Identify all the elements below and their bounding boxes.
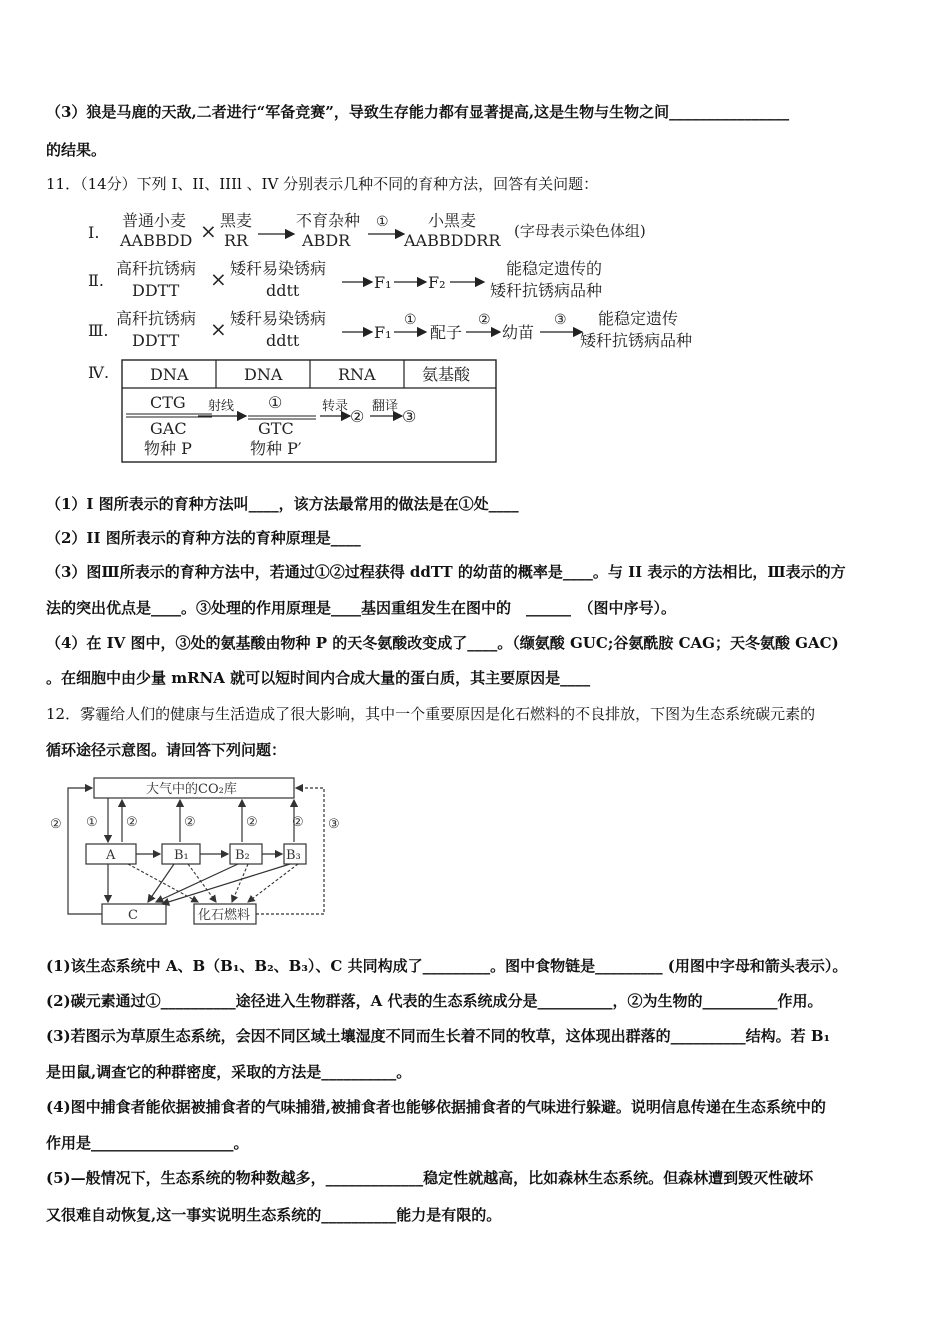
r4-species-p: 物种 P xyxy=(144,439,192,458)
cross-icon: × xyxy=(210,267,227,291)
q11-question-4-line1: （4）在 IV 图中，③处的氨基酸由物种 P 的天冬氨酸改变成了____。（缬氨酸 GUC;谷氨酰胺 CAG；天冬氨酸 GAC) xyxy=(46,634,839,652)
label-2-a: ② xyxy=(126,815,138,830)
node-a: A xyxy=(106,848,116,863)
r3-result-top: 能稳定遗传 xyxy=(598,309,679,328)
r1-step-1: ① xyxy=(376,214,389,230)
r4-header-rna: RNA xyxy=(338,365,376,384)
r3-step-1: ① xyxy=(404,312,417,328)
q10-part3-line2: 的结果。 xyxy=(46,141,107,159)
q11-question-2: （2）II 图所表示的育种方法的育种原理是____ xyxy=(46,529,361,547)
node-b2: B₂ xyxy=(235,848,250,863)
r2-parent-a-genotype: DDTT xyxy=(132,281,180,300)
r3-result-bottom: 矮秆抗锈病品种 xyxy=(580,331,693,350)
r3-parent-a-name: 高秆抗锈病 xyxy=(116,309,197,328)
r2-parent-a-name: 高秆抗锈病 xyxy=(116,259,197,278)
q12-header-line2: 循环途径示意图。请回答下列问题： xyxy=(46,741,287,759)
q12-part2: (2)碳元素通过①__________途径进入生物群落，A 代表的生态系统成分是__________，②为生物的__________作用。 xyxy=(46,992,823,1010)
q12-part5-line2: 又很难自动恢复,这一事实说明生态系统的__________能力是有限的。 xyxy=(46,1206,502,1224)
r2-f1: F₁ xyxy=(374,273,392,292)
r1-note: (字母表示染色体组) xyxy=(514,222,646,240)
r2-f2: F₂ xyxy=(428,273,446,292)
r4-gtc: GTC xyxy=(258,419,294,438)
q12-part1: (1)该生态系统中 A、B（B₁、B₂、B₃）、C 共同构成了_________。图中食物链是_________ (用图中字母和箭头表示）。 xyxy=(46,957,848,975)
r4-step-3: ③ xyxy=(402,407,417,426)
r1-parent-b-name: 黑麦 xyxy=(220,211,253,230)
row4-label: Ⅳ. xyxy=(88,363,110,382)
cross-icon: × xyxy=(200,219,217,243)
label-2-b3: ② xyxy=(292,815,304,830)
q12-part3-line2: 是田鼠,调查它的种群密度，采取的方法是__________。 xyxy=(46,1063,412,1081)
r4-translation-label: 翻译 xyxy=(372,399,399,414)
node-b3: B₃ xyxy=(286,848,301,863)
r3-parent-b-name: 矮秆易染锈病 xyxy=(230,309,327,328)
r4-step-1: ① xyxy=(268,393,283,412)
r3-parent-b-genotype: ddtt xyxy=(266,331,300,350)
r2-result-top: 能稳定遗传的 xyxy=(506,259,603,278)
q12-part4-line2: 作用是___________________。 xyxy=(46,1134,249,1152)
r4-header-amino-acid: 氨基酸 xyxy=(422,365,471,384)
carbon-cycle-diagram xyxy=(48,774,348,929)
label-2-b1: ② xyxy=(184,815,196,830)
q11-header: 11．（14分）下列 I、II、IIIl 、IV 分别表示几种不同的育种方法，回答有关问题： xyxy=(46,175,599,193)
row2-label: Ⅱ. xyxy=(88,271,104,290)
row3-label: Ⅲ. xyxy=(88,321,109,340)
q10-part3-line1: （3）狼是马鹿的天敌,二者进行“军备竞赛”，导致生存能力都有显著提高,这是生物与生物之间________________ xyxy=(46,103,790,121)
r4-ray-label: 射线 xyxy=(208,399,235,414)
r1-hybrid-name: 不育杂种 xyxy=(296,211,361,230)
node-b1: B₁ xyxy=(174,848,189,863)
q11-question-1: （1）I 图所表示的育种方法叫____，该方法最常用的做法是在①处____ xyxy=(46,495,519,513)
r4-step-2: ② xyxy=(350,407,365,426)
node-c: C xyxy=(128,908,138,923)
label-3: ③ xyxy=(328,817,340,832)
cross-icon: × xyxy=(210,317,227,341)
q11-question-3-line1: （3）图Ⅲ所表示的育种方法中，若通过①②过程获得 ddTT 的幼苗的概率是____。与 II 表示的方法相比，Ⅲ表示的方 xyxy=(46,563,846,581)
q11-question-4-line2: 。在细胞中由少量 mRNA 就可以短时间内合成大量的蛋白质，其主要原因是____ xyxy=(46,669,591,687)
r4-header-dna-2: DNA xyxy=(244,365,283,384)
r1-parent-a-name: 普通小麦 xyxy=(122,211,187,230)
r2-parent-b-genotype: ddtt xyxy=(266,281,300,300)
r3-step-2: ② xyxy=(478,312,491,328)
r1-result-genome: AABBDDRR xyxy=(404,231,501,250)
r3-parent-a-genotype: DDTT xyxy=(132,331,180,350)
r3-f1: F₁ xyxy=(374,323,392,342)
r1-result-name: 小黑麦 xyxy=(428,211,477,230)
q12-header-line1: 12．雾霾给人们的健康与生活造成了很大影响，其中一个重要原因是化石燃料的不良排放，下图为生态系统碳元素的 xyxy=(46,705,816,723)
r2-parent-b-name: 矮秆易染锈病 xyxy=(230,259,327,278)
r3-gamete: 配子 xyxy=(430,323,463,342)
fossil-fuel-label: 化石燃料 xyxy=(198,908,251,923)
r1-parent-a-genome: AABBDD xyxy=(120,231,193,250)
label-1: ① xyxy=(86,815,98,830)
r3-seedling: 幼苗 xyxy=(502,323,535,342)
r4-transcription-label: 转录 xyxy=(322,399,349,414)
q12-part4-line1: (4)图中捕食者能依据被捕食者的气味捕猎,被捕食者也能够依据捕食者的气味进行躲避。说明信息传递在生态系统中的 xyxy=(46,1098,826,1116)
r4-species-p-prime: 物种 P′ xyxy=(250,439,302,458)
r1-parent-b-genome: RR xyxy=(224,231,249,250)
r1-hybrid-genome: ABDR xyxy=(302,231,351,250)
q11-question-3-line2: 法的突出优点是____。③处理的作用原理是____基因重组发生在图中的 ______ （图中序号）。 xyxy=(46,599,677,617)
r2-result-bottom: 矮秆抗锈病品种 xyxy=(490,281,603,300)
q12-part3-line1: (3)若图示为草原生态系统，会因不同区域土壤湿度不同而生长着不同的牧草，这体现出群落的__________结构。若 B₁ xyxy=(46,1027,831,1045)
breeding-diagram xyxy=(86,208,746,466)
r3-step-3: ③ xyxy=(554,312,567,328)
label-2-b2: ② xyxy=(246,815,258,830)
r4-gac: GAC xyxy=(150,419,187,438)
co2-pool-label: 大气中的CO₂库 xyxy=(146,782,237,797)
label-2-c: ② xyxy=(50,817,62,832)
r4-header-dna-1: DNA xyxy=(150,365,189,384)
r4-ctg: CTG xyxy=(150,393,186,412)
q12-part5-line1: (5)—般情况下，生态系统的物种数越多，_____________稳定性就越高，比如森林生态系统。但森林遭到毁灭性破坏 xyxy=(46,1169,814,1187)
row1-label: Ⅰ. xyxy=(88,223,100,242)
